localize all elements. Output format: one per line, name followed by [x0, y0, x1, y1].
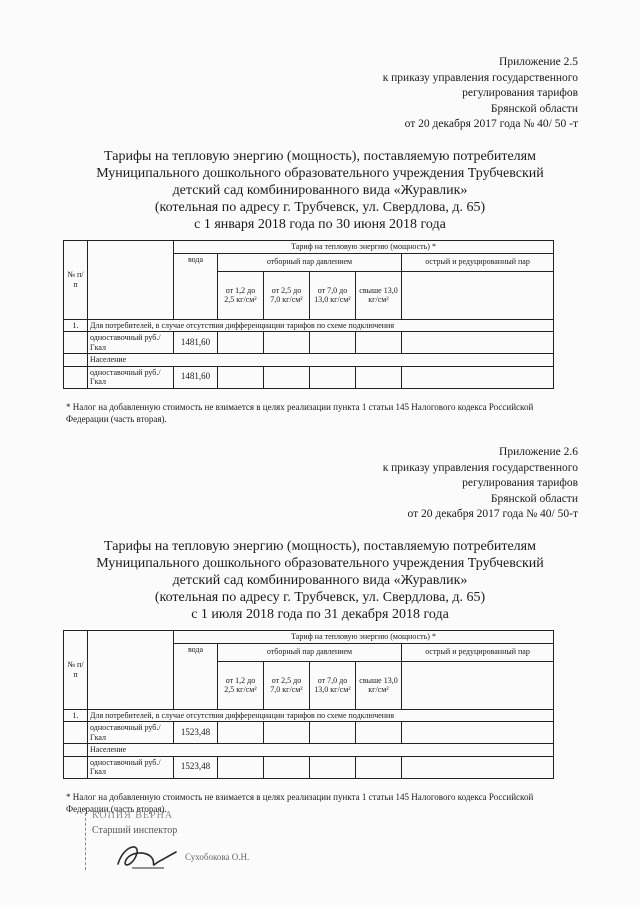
- appendix-line: Приложение 2.5: [499, 56, 578, 68]
- title-line: детский сад комбинированного вида «Журавлик»: [172, 573, 468, 588]
- cell-empty: [218, 756, 264, 778]
- cell-empty: [402, 332, 554, 354]
- cell-empty: [402, 661, 554, 709]
- rate-value: 1481,60: [174, 366, 218, 388]
- rate-label: одноставочный руб./Гкал: [88, 366, 174, 388]
- cell-empty: [64, 354, 88, 367]
- header-sharp-steam: острый и редуцированный пар: [402, 643, 554, 661]
- cell-empty: [356, 332, 402, 354]
- signer-name: Сухобокова О.Н.: [185, 852, 250, 862]
- row-number: 1.: [64, 709, 88, 722]
- rate-label: одноставочный руб./Гкал: [88, 332, 174, 354]
- title-line: Муниципального дошкольного образовательного учреждения Трубчевский: [96, 556, 544, 571]
- header-steam: отборный пар давлением: [218, 643, 402, 661]
- signature-icon: [112, 838, 182, 874]
- tariff-table-2: [63, 630, 554, 779]
- header-pressure-1: от 1,2 до 2,5 кг/см²: [218, 271, 264, 319]
- title-line: с 1 января 2018 года по 30 июня 2018 года: [194, 217, 446, 232]
- cell-empty: [264, 332, 310, 354]
- header-water: вода: [174, 253, 218, 319]
- row-number: 1.: [64, 319, 88, 332]
- cell-empty: [64, 756, 88, 778]
- cell-empty: [310, 366, 356, 388]
- cell-empty: [264, 756, 310, 778]
- header-tariff: Тариф на тепловую энергию (мощность) *: [174, 631, 554, 644]
- header-pressure-4: свыше 13,0 кг/см²: [356, 661, 402, 709]
- cell-empty: [64, 366, 88, 388]
- title-line: Тарифы на тепловую энергию (мощность), поставляемую потребителям: [104, 149, 536, 164]
- header-sharp-steam: острый и редуцированный пар: [402, 253, 554, 271]
- header-number: № п/п: [64, 241, 88, 320]
- table-row: [64, 756, 554, 778]
- vat-note-2: * Налог на добавленную стоимость не взимается в целях реализации пункта 1 статьи 145 Налогового кодекса Российской Федерации (часть вторая).: [66, 792, 534, 814]
- title-line: (котельная по адресу г. Трубчевск, ул. Свердлова, д. 65): [154, 590, 486, 605]
- appendix-2-6-header: [383, 445, 578, 523]
- tariff-table-1: [63, 240, 554, 389]
- cell-empty: [356, 366, 402, 388]
- table-row: [64, 722, 554, 744]
- appendix-line: регулирования тарифов: [462, 87, 578, 99]
- cell-empty: [402, 722, 554, 744]
- row-population: Население: [88, 744, 554, 757]
- appendix-line: Приложение 2.6: [499, 446, 578, 458]
- appendix-line: Брянской области: [490, 102, 578, 115]
- header-pressure-2: от 2,5 до 7,0 кг/см²: [264, 271, 310, 319]
- cell-empty: [356, 756, 402, 778]
- header-steam: отборный пар давлением: [218, 253, 402, 271]
- cell-empty: [310, 722, 356, 744]
- appendix-2-5-header: [383, 55, 578, 133]
- rate-value: 1523,48: [174, 756, 218, 778]
- cell-empty: [264, 366, 310, 388]
- cell-empty: [402, 366, 554, 388]
- header-blank: [88, 631, 174, 710]
- cell-empty: [402, 756, 554, 778]
- title-line: Тарифы на тепловую энергию (мощность), поставляемую потребителям: [104, 539, 536, 554]
- cell-empty: [64, 722, 88, 744]
- stamp-position-line: Старший инспектор: [92, 825, 178, 836]
- header-pressure-4: свыше 13,0 кг/см²: [356, 271, 402, 319]
- rate-label: одноставочный руб./Гкал: [88, 722, 174, 744]
- header-blank: [88, 241, 174, 320]
- title-line: детский сад комбинированного вида «Журавлик»: [172, 183, 468, 198]
- table-row: [64, 332, 554, 354]
- document-title-1: [40, 148, 600, 233]
- rate-value: 1481,60: [174, 332, 218, 354]
- cell-empty: [356, 722, 402, 744]
- header-pressure-1: от 1,2 до 2,5 кг/см²: [218, 661, 264, 709]
- appendix-line: Брянской области: [490, 492, 578, 505]
- cell-empty: [218, 722, 264, 744]
- header-pressure-3: от 7,0 до 13,0 кг/см²: [310, 271, 356, 319]
- cell-empty: [402, 271, 554, 319]
- cell-empty: [64, 332, 88, 354]
- cell-empty: [218, 332, 264, 354]
- appendix-line: от 20 декабря 2017 года № 40/ 50-т: [407, 508, 578, 520]
- header-pressure-2: от 2,5 до 7,0 кг/см²: [264, 661, 310, 709]
- document-title-2: [40, 538, 600, 623]
- rate-label: одноставочный руб./Гкал: [88, 756, 174, 778]
- header-number: № п/п: [64, 631, 88, 710]
- cell-empty: [310, 756, 356, 778]
- appendix-line: к приказу управления государственного: [382, 71, 578, 84]
- appendix-line: к приказу управления государственного: [382, 461, 578, 474]
- row-consumers: Для потребителей, в случае отсутствия дифференциации тарифов по схеме подключения: [88, 709, 554, 722]
- header-water: вода: [174, 643, 218, 709]
- header-pressure-3: от 7,0 до 13,0 кг/см²: [310, 661, 356, 709]
- cell-empty: [218, 366, 264, 388]
- stamp-copy-line: КОПИЯ ВЕРНА: [92, 810, 174, 821]
- header-tariff: Тариф на тепловую энергию (мощность) *: [174, 241, 554, 254]
- appendix-line: от 20 декабря 2017 года № 40/ 50 -т: [404, 118, 578, 130]
- vat-note-1: * Налог на добавленную стоимость не взимается в целях реализации пункта 1 статьи 145 Налогового кодекса Российской Федерации (часть вторая).: [66, 402, 534, 424]
- cell-empty: [310, 332, 356, 354]
- appendix-line: регулирования тарифов: [462, 477, 578, 489]
- rate-value: 1523,48: [174, 722, 218, 744]
- title-line: (котельная по адресу г. Трубчевск, ул. Свердлова, д. 65): [154, 200, 486, 215]
- row-population: Население: [88, 354, 554, 367]
- title-line: с 1 июля 2018 года по 31 декабря 2018 года: [191, 607, 449, 622]
- table-row: [64, 366, 554, 388]
- cell-empty: [64, 744, 88, 757]
- title-line: Муниципального дошкольного образовательного учреждения Трубчевский: [96, 166, 544, 181]
- row-consumers: Для потребителей, в случае отсутствия дифференциации тарифов по схеме подключения: [88, 319, 554, 332]
- cell-empty: [264, 722, 310, 744]
